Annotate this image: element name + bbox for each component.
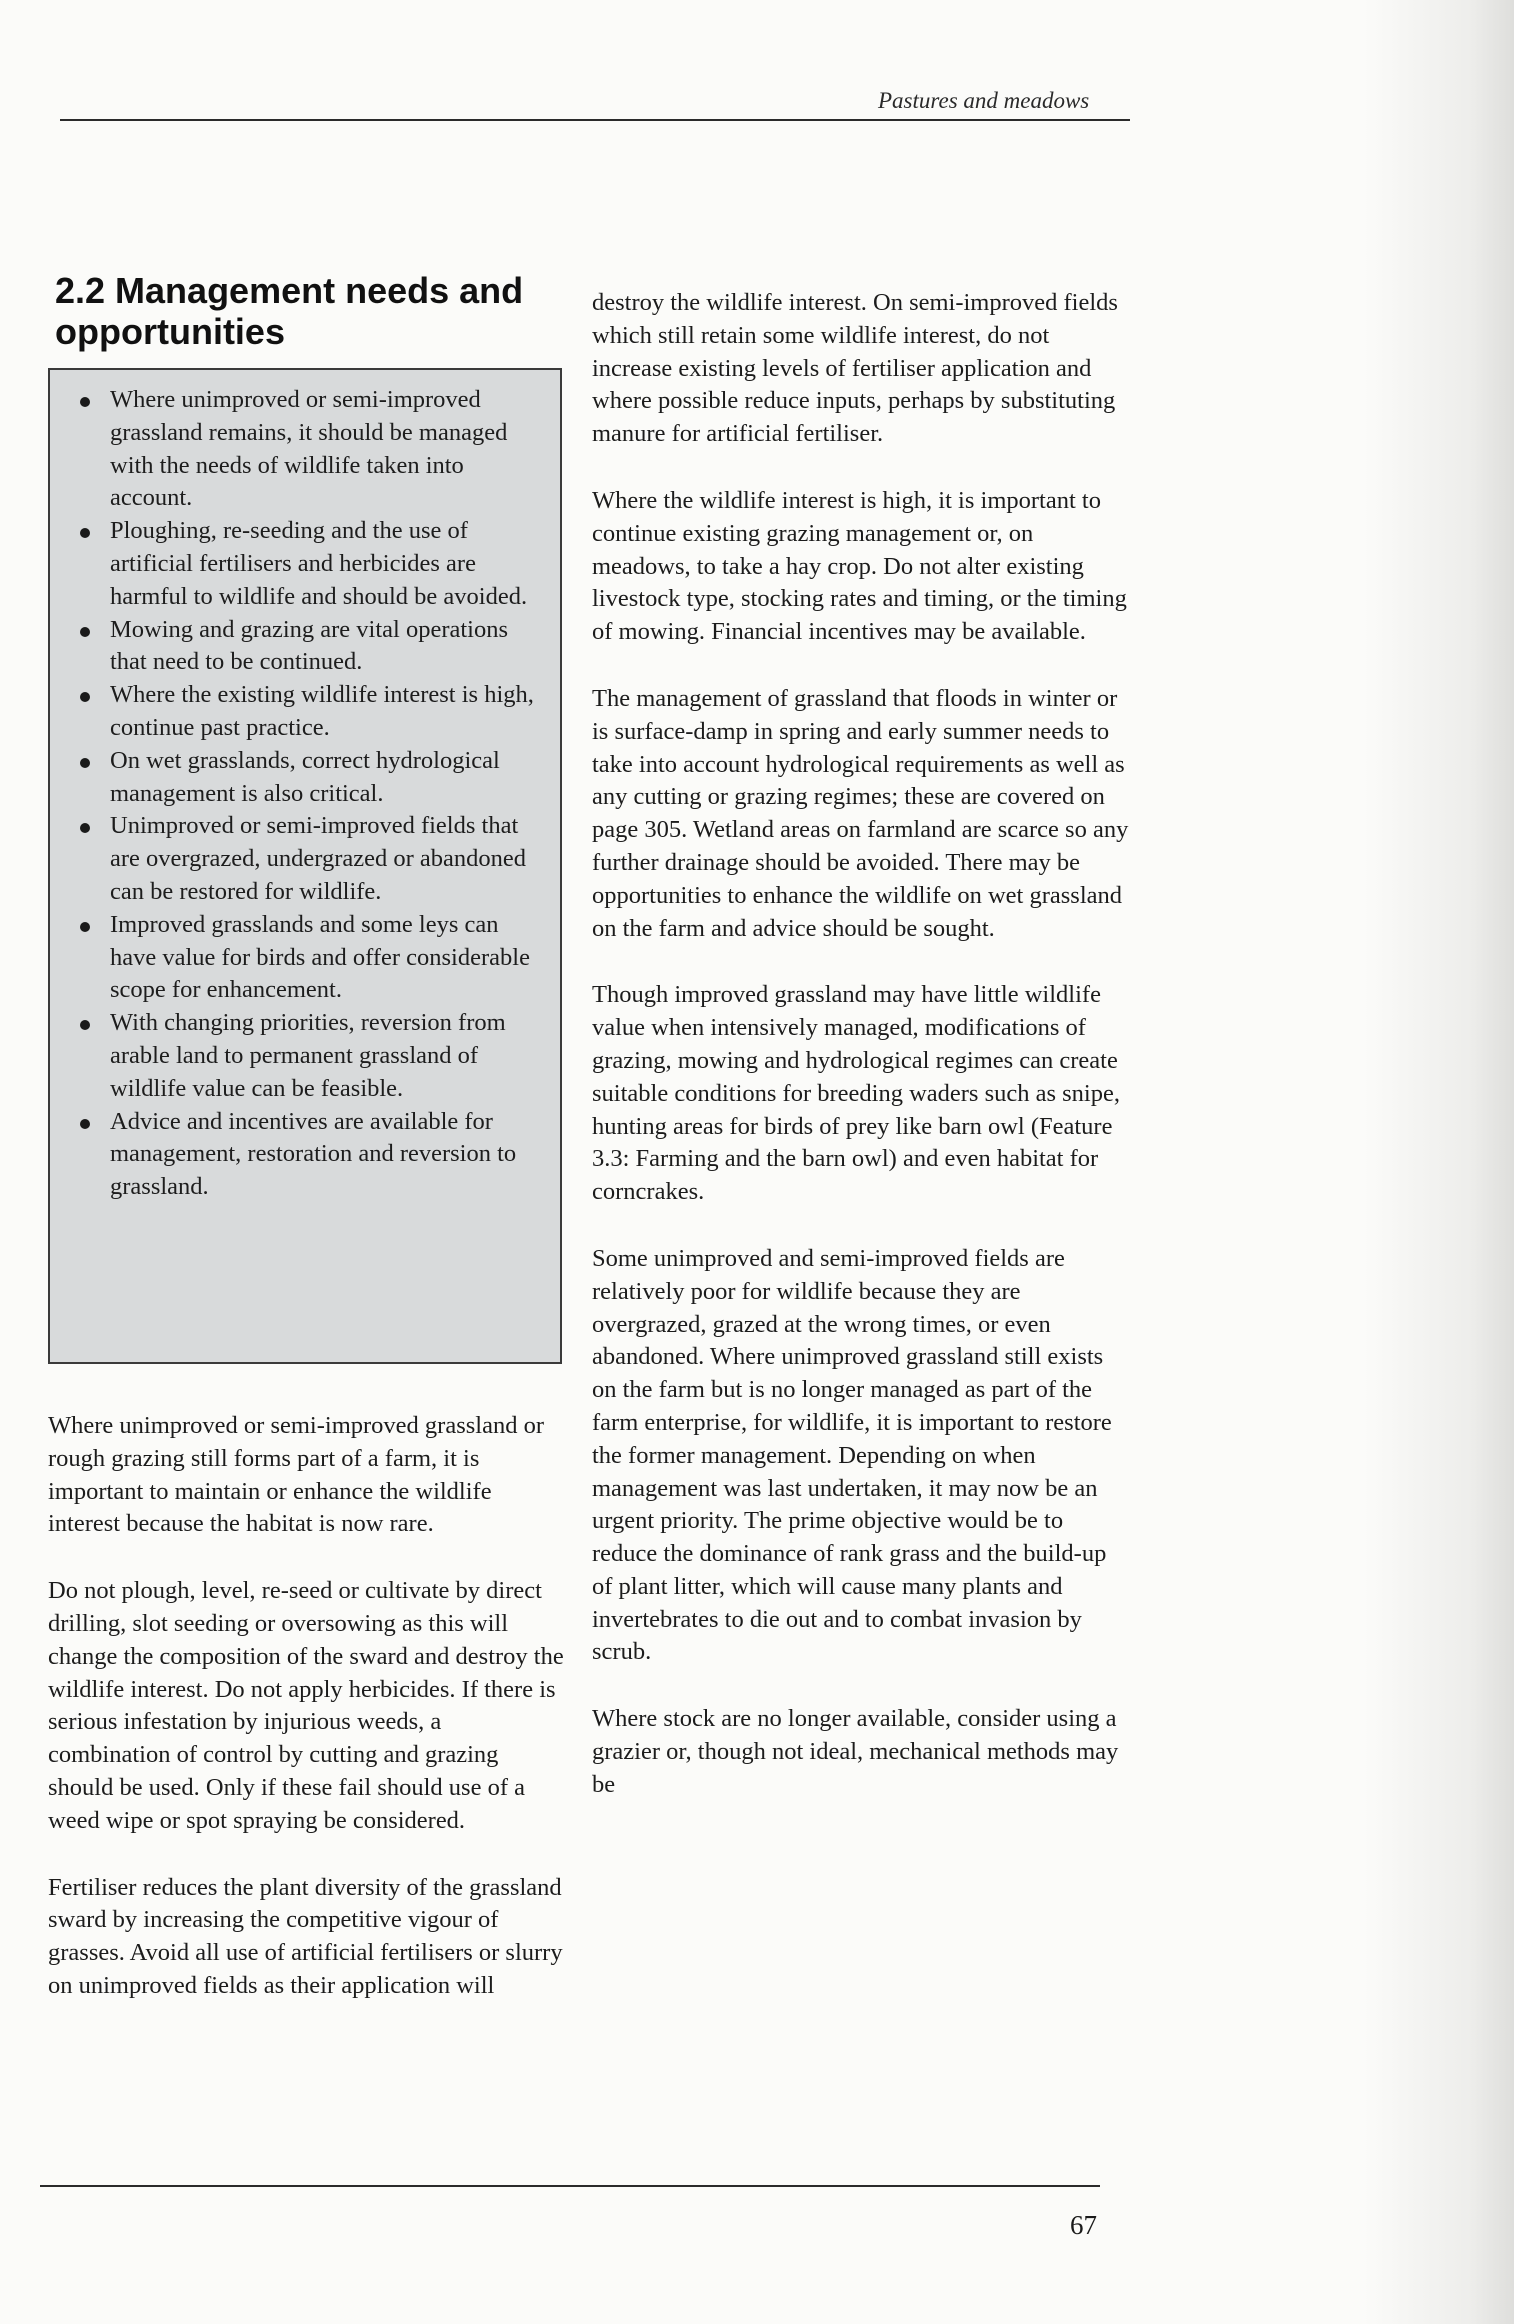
key-point: Advice and incentives are available for management, restoration and reversion to grassland. [80, 1106, 548, 1204]
body-paragraph: destroy the wildlife interest. On semi-improved fields which still retain some wildlife interest, do not increase existing levels of fertiliser application and where possible reduce inputs, perhaps by substituting manure for artificial fertiliser. [592, 289, 1118, 448]
body-paragraph: Where unimproved or semi-improved grassland or rough grazing still forms part of a farm, it is important to maintain or enhance the wildlife interest because the habitat is now rare. [48, 1412, 544, 1538]
key-point: Unimproved or semi-improved fields that are overgrazed, undergrazed or abandoned can be restored for wildlife. [80, 810, 548, 908]
key-point: Where unimproved or semi-improved grassland remains, it should be managed with the needs of wildlife taken into account. [80, 384, 548, 515]
running-head: Pastures and meadows [878, 88, 1090, 113]
key-point: With changing priorities, reversion from arable land to permanent grassland of wildlife value can be feasible. [80, 1007, 548, 1105]
bullet-icon [80, 823, 90, 833]
bullet-icon [80, 692, 90, 702]
bullet-icon [80, 528, 90, 538]
key-point: Improved grasslands and some leys can have value for birds and offer considerable scope for enhancement. [80, 909, 548, 1007]
body-paragraph: Where stock are no longer available, consider using a grazier or, though not ideal, mechanical methods may be [592, 1705, 1119, 1798]
body-paragraph: Do not plough, level, re-seed or cultivate by direct drilling, slot seeding or oversowing as this will change the composition of the sward and destroy the wildlife interest. Do not apply herbicides. If there is serious infestation by injurious weeds, a combination of control by cutting and grazing should be used. Only if these fail should use of a weed wipe or spot spraying be considered. [48, 1577, 564, 1834]
body-paragraph: Where the wildlife interest is high, it is important to continue existing grazing management or, on meadows, to take a hay crop. Do not alter existing livestock type, stocking rates and timing, or the timing of mowing. Financial incentives may be available. [592, 486, 1127, 646]
bullet-icon [80, 758, 90, 768]
key-point: Mowing and grazing are vital operations that need to be continued. [80, 614, 548, 680]
body-paragraph: Fertiliser reduces the plant diversity of the grassland sward by increasing the competitive vigour of grasses. Avoid all use of artificial fertilisers or slurry on unimproved fields as their application will [48, 1873, 563, 1999]
bullet-icon [80, 1119, 90, 1129]
footer-rule [40, 2185, 1100, 2187]
key-points-list [80, 384, 548, 1204]
key-point: On wet grasslands, correct hydrological management is also critical. [80, 745, 548, 811]
key-points-box [48, 368, 562, 1364]
page-number: 67 [1070, 2210, 1097, 2240]
key-point: Ploughing, re-seeding and the use of artificial fertilisers and herbicides are harmful to wildlife and should be avoided. [80, 515, 548, 613]
page-edge-shadow [1364, 0, 1514, 2324]
section-heading: 2.2 Management needs and opportunities [55, 270, 524, 352]
header-rule [60, 119, 1130, 121]
left-text-column [48, 1410, 568, 2037]
bullet-icon [80, 397, 90, 407]
bullet-icon [80, 1020, 90, 1030]
bullet-icon [80, 627, 90, 637]
body-paragraph: The management of grassland that floods in winter or is surface-damp in spring and early summer needs to take into account hydrological requirements as well as any cutting or grazing regimes; these are covered on page 305. Wetland areas on farmland are scarce so any further drainage should be avoided. There may be opportunities to enhance the wildlife on wet grassland on the farm and advice should be sought. [592, 684, 1129, 942]
key-point: Where the existing wildlife interest is high, continue past practice. [80, 679, 548, 745]
body-paragraph: Some unimproved and semi-improved fields are relatively poor for wildlife because they are overgrazed, grazed at the wrong times, or even abandoned. Where unimproved grassland still exists on the farm but is no longer managed as part of the farm enterprise, for wildlife, it is important to restore the former management. Depending on when management was last undertaken, it may now be an urgent priority. The prime objective would be to reduce the dominance of rank grass and the build-up of plant litter, which will cause many plants and invertebrates to die out and to combat invasion by scrub. [592, 1244, 1112, 1666]
right-text-column [592, 287, 1132, 1836]
bullet-icon [80, 922, 90, 932]
body-paragraph: Though improved grassland may have little wildlife value when intensively managed, modifications of grazing, mowing and hydrological regimes can create suitable conditions for breeding waders such as snipe, hunting areas for birds of prey like barn owl (Feature 3.3: Farming and the barn owl) and even habitat for corncrakes. [592, 981, 1120, 1206]
